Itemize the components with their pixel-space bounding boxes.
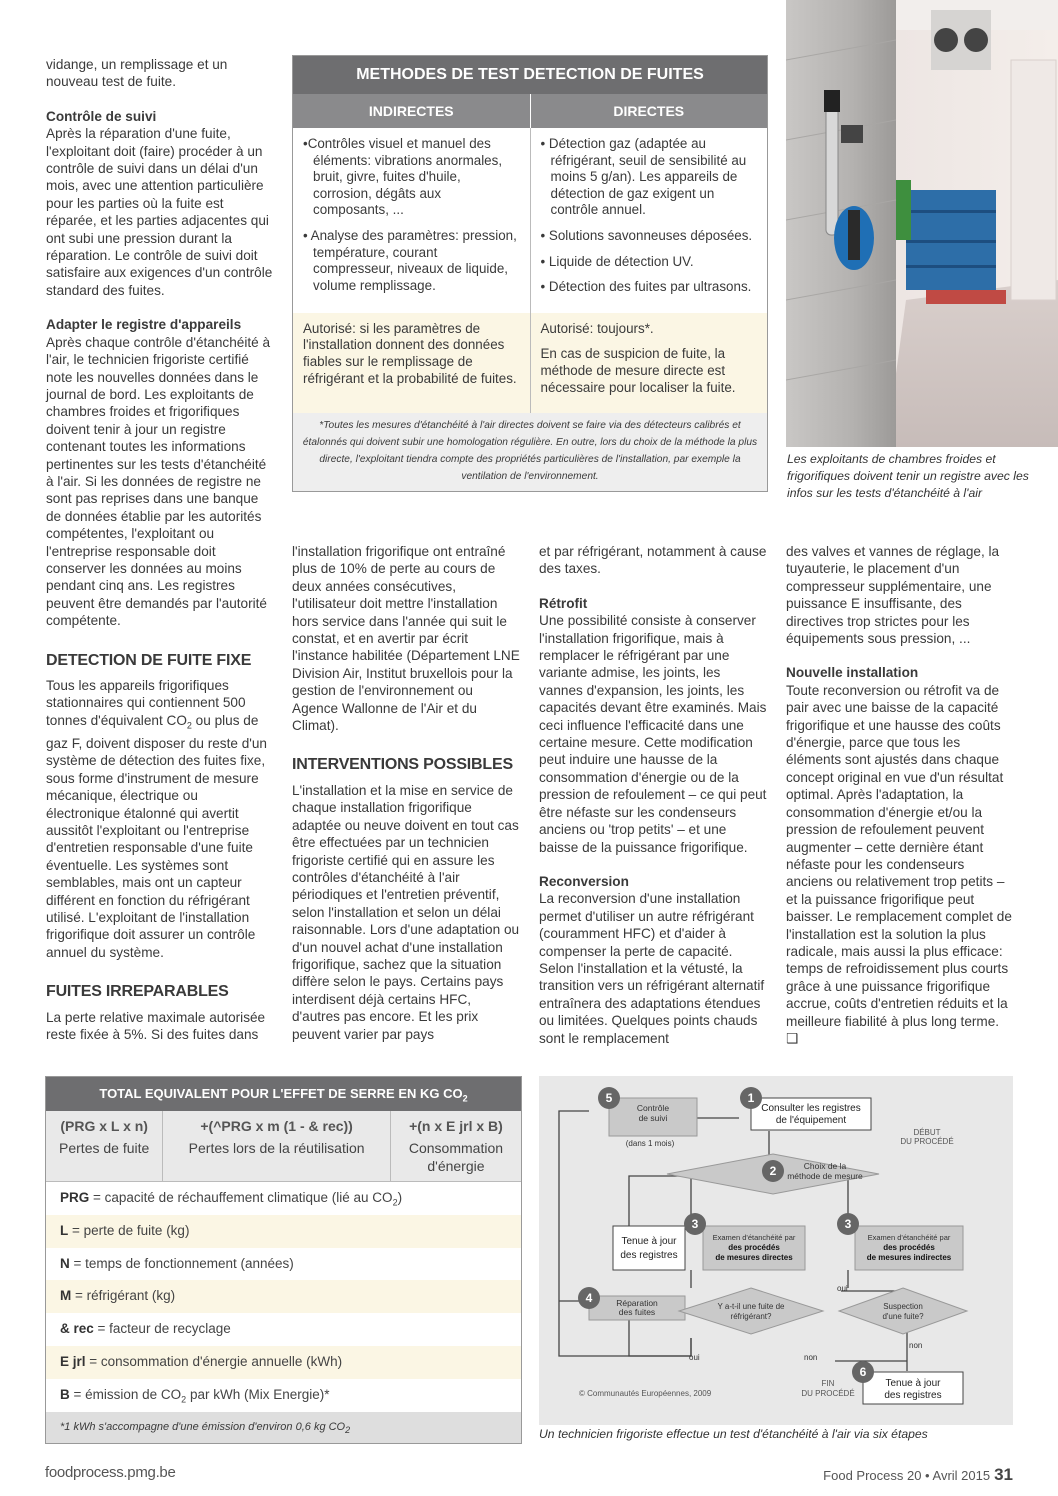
methods-auth-indirect: Autorisé: si les paramètres de l'installation donnent des données fiables sur le remplissage de réfrigérant et la probabilité de fuites. xyxy=(293,313,531,413)
svg-text:de l'équipement: de l'équipement xyxy=(775,1115,847,1126)
ghg-def-row: & rec = facteur de recyclage xyxy=(60,1321,231,1337)
column-4 xyxy=(786,543,1014,1047)
paragraph-interventions: L'installation et la mise en service de chaque installation frigorifique adaptée ou neuve doivent en tout cas être effectuées par un technicien frigoriste certifié qui en assure les contrôles d'étanchéité à l'air périodiques et l'entretien préventif, selon l'installation et selon un délai raisonnable. Lors d'une adaptation ou d'un nouvel achat d'une installation frigorifique, sachez que la situation diffère selon le pays. Certains pays interdisent déjà certains HFC, d'autres pas encore. Et les prix peuvent varier par pays xyxy=(292,782,520,1042)
svg-text:Tenue à jour: Tenue à jour xyxy=(885,1378,941,1389)
svg-text:3: 3 xyxy=(844,1217,852,1231)
ghg-def-row: E jrl = consommation d'énergie annuelle (kWh) xyxy=(46,1346,521,1379)
svg-text:Examen d'étanchéité par: Examen d'étanchéité par xyxy=(867,1233,951,1242)
svg-text:méthode de mesure: méthode de mesure xyxy=(787,1171,863,1181)
svg-text:de mesures directes: de mesures directes xyxy=(715,1253,793,1262)
footer-issue: Food Process 20 • Avril 2015 31 xyxy=(823,1465,1013,1484)
intro-text: vidange, un remplissage et un nouveau test de fuite. xyxy=(46,57,228,90)
svg-text:Examen d'étanchéité par: Examen d'étanchéité par xyxy=(712,1233,796,1242)
column-2 xyxy=(292,543,520,1043)
page-number: 31 xyxy=(994,1465,1013,1484)
paragraph-reconversion: La reconversion d'une installation permet d'utiliser un autre réfrigérant (couramment HFC) et d'aider à compenser la perte de capacité. Selon l'installation et la vétusté, la transition vers un réfrigérant alternatif entraînera des adaptations étendues ou limitées. Quelques points chauds sont le remplacement xyxy=(539,891,765,1046)
end-of-article-mark: ❑ xyxy=(786,1030,799,1046)
subheading-nouvelle-installation: Nouvelle installation xyxy=(786,665,919,681)
svg-text:Choix de la: Choix de la xyxy=(803,1161,847,1171)
flowchart xyxy=(539,1076,1013,1425)
ghg-col-leak: (PRG x L x n) Pertes de fuite xyxy=(46,1111,163,1181)
svg-text:des registres: des registres xyxy=(884,1390,942,1401)
methods-indirect-cell xyxy=(293,128,531,313)
heading-fuites-irreparables: FUITES IRREPARABLES xyxy=(46,983,229,1001)
list-item: • Analyse des paramètres: pression, température, courant compresseur, niveaux de liquide, volume remplissage. xyxy=(303,227,517,293)
list-item: • Solutions savonneuses déposées. xyxy=(540,227,753,243)
paragraph-controle-suivi: Après la réparation d'une fuite, l'exploitant doit (faire) procéder à un contrôle de suivi dans un délai d'un mois, avec une attention particulière pour les parties où la fuite est réparée, et les parties adjacentes qui ont subi une pression durant la réparation. Le contrôle de suivi doit satisfaire aux exigences d'un contrôle standard des fuites. xyxy=(46,126,273,298)
svg-text:non: non xyxy=(804,1353,818,1362)
paragraph-detection-fixe: Tous les appareils frigorifiques stationnaires qui contiennent 500 tonnes d'équivalent $CO_2$ ou plus de gaz F, doivent disposer du reste d'un système de détection des fuites fixe, sous forme d'instrument de mesure mécanique, électrique ou électronique étalonné qui avertit aussitôt l'exploitant ou l'entreprise d'entretien responsable d'une fuite éventuelle. Les systèmes sont semblables, mais ont un capteur différent en fonction du réfrigérant utilisé. L'exploitant de l'installation frigorifique doit assurer un contrôle annuel du système. xyxy=(46,678,267,960)
paragraph-fuites-irreparables: La perte relative maximale autorisée reste fixée à 5%. Si des fuites dans xyxy=(46,1009,266,1043)
svg-text:Suspection: Suspection xyxy=(883,1302,923,1311)
ghg-def-row: N = temps de fonctionnement (années) xyxy=(60,1255,294,1271)
svg-text:des registres: des registres xyxy=(620,1250,678,1261)
ghg-table xyxy=(45,1076,522,1444)
footer-website: foodprocess.pmg.be xyxy=(45,1464,176,1481)
subheading-reconversion: Reconversion xyxy=(539,873,629,889)
svg-text:DU PROCÉDÉ: DU PROCÉDÉ xyxy=(900,1137,954,1146)
svg-text:(dans 1 mois): (dans 1 mois) xyxy=(625,1139,675,1148)
ghg-def-row: B = émission de $CO_2$ par kWh (Mix Energie)* xyxy=(60,1386,330,1405)
cold-room-photo xyxy=(786,0,1058,447)
svg-text:non: non xyxy=(909,1341,923,1350)
methods-auth-direct: Autorisé: toujours*. En cas de suspicion de fuite, la méthode de mesure directe est nécessaire pour localiser la fuite. xyxy=(540,320,736,395)
column-3 xyxy=(539,543,767,1047)
photo-caption: Les exploitants de chambres froides et frigorifiques doivent tenir un registre avec les infos sur les tests d'étanchéité à l'air xyxy=(787,452,1029,500)
flowchart-caption: Un technicien frigoriste effectue un test d'étanchéité à l'air via six étapes xyxy=(539,1427,928,1441)
list-item: •Contrôles visuel et manuel des éléments: vibrations anormales, bruit, givre, fuites d'huile, corrosion, dégâts aux composants, ... xyxy=(303,136,503,218)
svg-text:© Communautés Européennes, 200: © Communautés Européennes, 2009 xyxy=(579,1389,712,1398)
list-item: • Détection gaz (adaptée au réfrigérant, seuil de sensibilité au moins 5 g/an). Les appareils de détection de gaz exigent un contrôle annuel. xyxy=(540,136,747,218)
svg-text:6: 6 xyxy=(859,1365,867,1379)
svg-text:des procédés: des procédés xyxy=(728,1243,780,1252)
svg-text:FIN: FIN xyxy=(821,1379,835,1388)
methods-footnote: *Toutes les mesures d'étanchéité à l'air directes doivent se faire via des détecteurs calibrés et étalonnés qui doivent subir une homologation régulière. En outre, lors du choix de la méthode la plus directe, l'exploitant tiendra compte des propriétés particulières de l'installation, par exemple la ventilation de l'environnement. xyxy=(293,413,767,491)
paragraph-retrofit: Une possibilité consiste à conserver l'installation frigorifique, mais à remplacer le réfrigérant par une variante admise, les joints, les vannes d'expansion, les joints, les capacités devant être examinés. Mais ceci influence l'efficacité dans une certaine mesure. Cette modification peut induire une hausse de la consommation d'énergie ou de la pression de refoulement – ce qui peut être néfaste sur les condenseurs anciens ou 'trop petits' – et une baisse de la puissance frigorifique. xyxy=(539,613,767,855)
svg-text:5: 5 xyxy=(605,1091,613,1105)
column-1 xyxy=(46,56,274,1043)
svg-text:de mesures indirectes: de mesures indirectes xyxy=(866,1253,952,1262)
svg-text:2: 2 xyxy=(769,1164,777,1178)
paragraph-continued-3: des valves et vannes de réglage, la tuyauterie, le placement d'un compresseur supplémentaire, une puissance E insuffisante, des directives trop strictes pour les équipements sous pression, ... xyxy=(786,544,1000,647)
svg-text:réfrigérant?: réfrigérant? xyxy=(730,1312,772,1321)
list-item: • Liquide de détection UV. xyxy=(540,253,694,269)
paragraph-nouvelle-installation: Toute reconversion ou rétrofit va de pair avec une baisse de la capacité frigorifique et une hausse des coûts d'énergie, parce que tous les éléments sont ajustés dans chaque concept original en vue d'un résultat optimal. Après l'adaptation, la consommation d'énergie et/ou la pression de refoulement peuvent augmenter – cette dernière étant néfaste pour les condenseurs anciens ou relativement trop petits – et la puissance frigorifique peut baisser. Le remplacement complet de l'installation est la solution la plus radicale, mais aussi la plus efficace: temps de refroidissement plus courts grâce à une puissance frigorifique accrue, coûts d'entretien réduits et la meilleure fiabilité à plus long terme. ❑ xyxy=(786,682,1012,1046)
ghg-def-row: L = perte de fuite (kg) xyxy=(46,1215,521,1248)
methods-head-indirect: INDIRECTES xyxy=(293,94,531,128)
paragraph-continued: l'installation frigorifique ont entraîné plus de 10% de perte au cours de deux années consécutives, l'utilisateur doit mettre l'installation hors service dans l'année qui suit le constat, et en avertir par écrit l'instance habilitée (Département LNE Division Air, Institut bruxellois pour la gestion de l'environnement ou Agence Wallonne de l'Air et du Climat). xyxy=(292,544,520,734)
ghg-col-reuse: +(^PRG x m (1 - & rec)) Pertes lors de la réutilisation xyxy=(163,1111,391,1181)
ghg-def-row: M = réfrigérant (kg) xyxy=(46,1280,521,1313)
methods-head-direct: DIRECTES xyxy=(613,103,685,119)
svg-text:oui: oui xyxy=(689,1353,700,1362)
paragraph-registre: Après chaque contrôle d'étanchéité à l'air, le technicien frigoriste certifié note les nouvelles données dans le journal de bord. Les exploitants de chambres froides et frigorifiques doivent tenir à jour un registre contenant toutes les informations pertinentes sur les tests d'étanchéité à l'air. Si les données de registre ne sont pas reprises dans une banque de données établie par les autorités compétentes, l'exploitant ou l'entreprise responsable doit conserver les données au moins pendant cinq ans. Les registres peuvent être demandés par l'autorité compétente. xyxy=(46,334,271,629)
svg-text:4: 4 xyxy=(585,1291,593,1305)
ghg-table-title: TOTAL EQUIVALENT POUR L'EFFET DE SERRE EN KG $CO_2$ xyxy=(46,1077,521,1111)
svg-text:Contrôle: Contrôle xyxy=(636,1103,670,1113)
svg-text:1: 1 xyxy=(747,1091,755,1105)
svg-text:DÉBUT: DÉBUT xyxy=(913,1128,941,1137)
svg-text:3: 3 xyxy=(691,1217,699,1231)
methods-table xyxy=(292,55,768,492)
subheading-retrofit: Rétrofit xyxy=(539,595,588,611)
ghg-col-energy: +(n x E jrl x B) Consommation d'énergie xyxy=(408,1118,504,1174)
svg-text:de suivi: de suivi xyxy=(638,1113,668,1123)
flow-fuite-diamond xyxy=(679,1288,823,1334)
svg-text:d'une fuite?: d'une fuite? xyxy=(882,1312,924,1321)
svg-text:Consulter les registres: Consulter les registres xyxy=(761,1103,861,1114)
subheading-registre: Adapter le registre d'appareils xyxy=(46,317,242,333)
ghg-footnote: *1 kWh s'accompagne d'une émission d'environ 0,6 kg $CO_2$ xyxy=(46,1412,521,1443)
heading-detection-fixe: DETECTION DE FUITE FIXE xyxy=(46,651,252,669)
svg-text:oui: oui xyxy=(837,1284,848,1293)
svg-text:des fuites: des fuites xyxy=(618,1307,656,1317)
ghg-def-row: PRG = capacité de réchauffement climatique (lié au $CO_2$) xyxy=(60,1190,403,1208)
methods-direct-cell xyxy=(531,128,768,313)
svg-text:Y a-t-il une fuite de: Y a-t-il une fuite de xyxy=(717,1302,785,1311)
paragraph-continued-2: et par réfrigérant, notamment à cause des taxes. xyxy=(539,544,767,577)
svg-text:Réparation: Réparation xyxy=(616,1298,658,1308)
list-item: • Détection des fuites par ultrasons. xyxy=(540,279,752,295)
methods-table-title: METHODES DE TEST DETECTION DE FUITES xyxy=(293,56,767,94)
svg-text:des procédés: des procédés xyxy=(883,1243,935,1252)
flow-tenue-box xyxy=(613,1226,685,1270)
svg-text:Tenue à jour: Tenue à jour xyxy=(621,1236,677,1247)
flow-suspicion-diamond xyxy=(839,1288,967,1334)
heading-interventions: INTERVENTIONS POSSIBLES xyxy=(292,756,513,774)
subheading-controle-suivi: Contrôle de suivi xyxy=(46,108,157,124)
svg-text:DU PROCÉDÉ: DU PROCÉDÉ xyxy=(801,1389,855,1398)
